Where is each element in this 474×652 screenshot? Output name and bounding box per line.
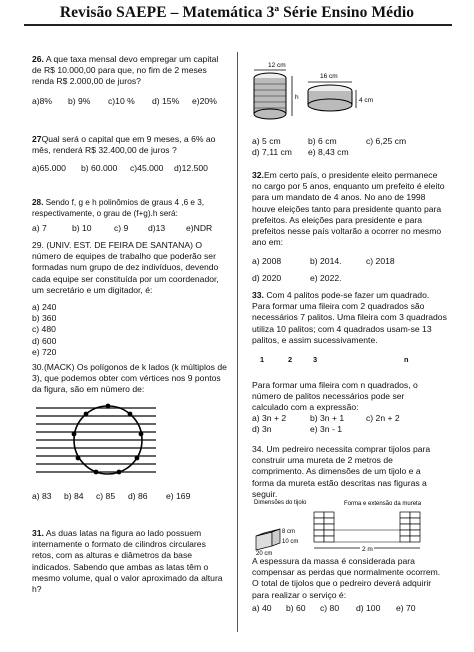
can1-diameter-label: 12 cm bbox=[268, 62, 286, 69]
question-text: Qual será o capital que em 9 meses, a 6% ao mês, renderá R$ 32.400,00 de juros ? bbox=[32, 134, 216, 156]
brick-dimensions-label: Dimensões do tijolo bbox=[254, 500, 307, 506]
option-d[interactable]: d) 3n bbox=[252, 424, 272, 435]
brick-10cm-label: 10 cm bbox=[282, 539, 299, 545]
option-a[interactable]: a)8% bbox=[32, 96, 53, 106]
question-number: 27 bbox=[32, 134, 42, 144]
option-c[interactable]: c) 2n + 2 bbox=[366, 413, 400, 423]
question-26 bbox=[32, 54, 228, 88]
question-text: 29. (UNIV. EST. DE FEIRA DE SANTANA) O número de equipes de trabalho que poderão ser formadas num grupo de dez indivíduos, devendo cada equipe ser constituída por um coordenador, um secretário e um digitador, é: bbox=[32, 240, 219, 295]
option-e[interactable]: e) 2022. bbox=[310, 273, 342, 283]
question-text: Com 4 palitos pode-se fazer um quadrado. Para formar uma fileira com 2 quadrados são necessários 7 palitos. Uma fileira com 3 quadrados utiliza 10 palitos; com 4 quadrados usam-se 13 palitos, e assim sucessivamente. bbox=[252, 290, 447, 345]
question-number: 32. bbox=[252, 170, 264, 180]
option-d[interactable]: d) 2020 bbox=[252, 273, 282, 283]
option-e[interactable]: e) 70 bbox=[396, 603, 416, 613]
question-text: Sendo f, g e h polinômios de graus 4 ,6 e 3, respectivamente, o grau de (f+g).h será: bbox=[32, 198, 205, 218]
option-a[interactable]: a)65.000 bbox=[32, 163, 66, 173]
option-e[interactable]: e) 169 bbox=[166, 491, 191, 501]
option-d[interactable]: d)12.500 bbox=[174, 163, 208, 173]
question-28 bbox=[32, 198, 228, 220]
question-text: Em certo país, o presidente eleito permanece no cargo por 5 anos, enquanto um prefeito é eleito para um mandato de 4 anos. No ano de 1998 houve eleições tanto para presidente quanto para prefeitos. As eleições para presidente e para prefeitos nesse país voltarão a ocorrer no mesmo ano em: bbox=[252, 170, 445, 248]
brick-8cm-label: 8 cm bbox=[282, 529, 296, 535]
option-b[interactable]: b) 10 bbox=[72, 223, 92, 233]
question-33-options bbox=[252, 413, 452, 435]
circle-points-figure bbox=[36, 396, 156, 484]
option-e[interactable]: e)20% bbox=[192, 96, 217, 106]
question-34 bbox=[252, 444, 442, 500]
option-d[interactable]: d)13 bbox=[148, 223, 166, 233]
option-d[interactable]: d) 7,11 cm bbox=[252, 147, 292, 158]
wall-label: Forma e extensão da mureta bbox=[344, 501, 422, 507]
option-d[interactable]: d) 86 bbox=[128, 491, 148, 501]
sequence-label-1: 1 bbox=[260, 355, 265, 364]
option-a[interactable]: a) 7 bbox=[32, 223, 47, 233]
question-30-options bbox=[32, 491, 232, 502]
option-b[interactable]: b) 6 cm bbox=[308, 136, 337, 146]
option-a[interactable]: a) 240 bbox=[32, 302, 57, 312]
wall-length-label: 2 m bbox=[362, 546, 373, 553]
wall-left-stack bbox=[314, 512, 334, 542]
option-c[interactable]: c) 6,25 cm bbox=[366, 136, 407, 146]
title-rule bbox=[24, 24, 452, 26]
question-text: A que taxa mensal devo empregar um capital de R$ 10.000,00 para que, no fim de 2 meses renda R$ 2.000,00 de juros? bbox=[32, 54, 219, 87]
cans-figure bbox=[252, 58, 382, 126]
option-c[interactable]: c)10 % bbox=[108, 96, 135, 106]
option-d[interactable]: d) 100 bbox=[356, 603, 381, 613]
question-29-options bbox=[32, 302, 112, 358]
option-a[interactable]: a) 5 cm bbox=[252, 136, 281, 146]
option-b[interactable]: b) 60.000 bbox=[81, 163, 118, 173]
option-d[interactable]: d) 600 bbox=[32, 335, 57, 346]
option-a[interactable]: a) 2008 bbox=[252, 256, 282, 266]
option-b[interactable]: b) 2014. bbox=[310, 256, 342, 266]
can1-height-label: h bbox=[295, 94, 299, 101]
question-30 bbox=[32, 362, 230, 396]
option-c[interactable]: c)45.000 bbox=[130, 163, 164, 173]
wall-figure bbox=[250, 496, 450, 556]
option-b[interactable]: b) 360 bbox=[32, 313, 57, 324]
option-a[interactable]: a) 3n + 2 bbox=[252, 413, 287, 423]
option-e[interactable]: e) 3n - 1 bbox=[310, 424, 343, 435]
wall-right-stack bbox=[400, 512, 420, 542]
question-34-options bbox=[252, 603, 452, 614]
page-title: Revisão SAEPE – Matemática 3ª Série Ensino Médio bbox=[59, 4, 415, 21]
question-29 bbox=[32, 240, 230, 296]
question-27 bbox=[32, 134, 228, 156]
can2-diameter-label: 16 cm bbox=[320, 73, 338, 80]
option-b[interactable]: b) 60 bbox=[286, 603, 306, 613]
can2-height-label: 4 cm bbox=[359, 97, 374, 104]
question-text: 30.(MACK) Os polígonos de k lados (k múltiplos de 3), que podemos obter com vértices nos 9 pontos da figura, são em número de: bbox=[32, 362, 227, 395]
brick-20cm-label: 20 cm bbox=[256, 551, 273, 556]
option-d[interactable]: d) 15% bbox=[152, 96, 180, 106]
option-e[interactable]: e) 720 bbox=[32, 346, 57, 357]
question-31 bbox=[32, 528, 228, 595]
option-c[interactable]: c) 80 bbox=[320, 603, 340, 613]
question-33 bbox=[252, 290, 448, 346]
question-26-options bbox=[32, 96, 232, 107]
question-27-options bbox=[32, 163, 232, 174]
option-e[interactable]: e) 8,43 cm bbox=[308, 147, 349, 158]
option-c[interactable]: c) 2018 bbox=[366, 256, 395, 266]
question-31-options bbox=[252, 136, 452, 158]
option-c[interactable]: c) 9 bbox=[114, 223, 129, 233]
question-number: 28. bbox=[32, 198, 44, 207]
option-c[interactable]: c) 480 bbox=[32, 324, 56, 335]
question-32-options bbox=[252, 253, 452, 287]
question-text: 34. Um pedreiro necessita comprar tijolos para construir uma mureta de 2 metros de comprimento. As dimensões de um tijolo e a forma da mureta estão descritas nas figuras a seguir. bbox=[252, 444, 431, 499]
option-b[interactable]: b) 84 bbox=[64, 491, 84, 501]
column-divider bbox=[237, 52, 238, 632]
question-28-options bbox=[32, 223, 232, 234]
sequence-label-n: n bbox=[404, 355, 409, 364]
option-a[interactable]: a) 40 bbox=[252, 603, 272, 613]
question-number: 26. bbox=[32, 54, 44, 64]
question-32 bbox=[252, 170, 448, 248]
option-b[interactable]: b) 9% bbox=[68, 96, 91, 106]
sequence-label-2: 2 bbox=[288, 355, 293, 364]
option-e[interactable]: e)NDR bbox=[186, 223, 213, 233]
question-33-text2: Para formar uma fileira com n quadrados, o número de palitos necessários pode ser calculado com a expressão: bbox=[252, 380, 418, 413]
question-text: As duas latas na figura ao lado possuem internamente o formato de cilindros circulares retos, com as alturas e diâmetros da base indicados. Sabendo que ambas as latas têm o mesmo volume, qual o valor aproximado da altura h? bbox=[32, 528, 223, 595]
question-34-text2: A espessura da massa é considerada para compensar as perdas que normalmente ocorrem. O total de tijolos que o pedreiro deverá adquirir para realizar o serviço é: bbox=[252, 556, 441, 600]
sequence-label-3: 3 bbox=[313, 355, 318, 364]
option-a[interactable]: a) 83 bbox=[32, 491, 52, 501]
option-c[interactable]: c) 85 bbox=[96, 491, 116, 501]
option-b[interactable]: b) 3n + 1 bbox=[310, 413, 345, 423]
question-number: 31. bbox=[32, 528, 44, 538]
question-number: 33. bbox=[252, 290, 264, 300]
